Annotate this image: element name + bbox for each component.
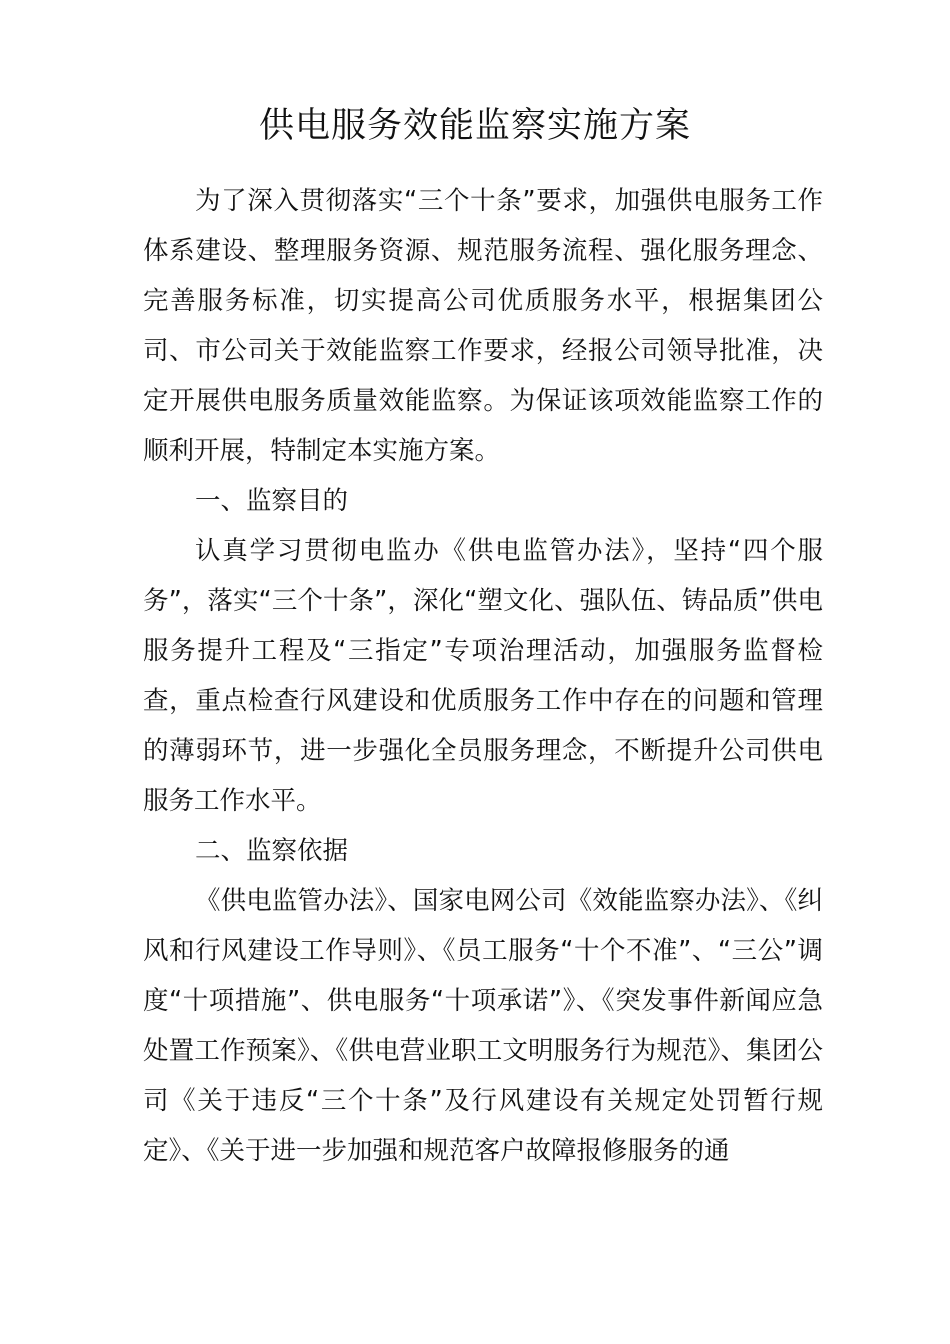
section-heading-purpose: 一、监察目的 xyxy=(195,486,349,516)
document-body xyxy=(143,176,823,1176)
paragraph-basis: 《供电监管办法》、国家电网公司《效能监察办法》、《纠风和行风建设工作导则》、《员工服务“十个不准”、“三公”调度“十项措施”、供电服务“十项承诺”》、《突发事件新闻应急处置工作预案》、《供电营业职工文明服务行为规范》、集团公司《关于违反“三个十条”及行风建设有关规定处罚暂行规定》、《关于进一步加强和规范客户故障报修服务的通 xyxy=(143,886,823,1166)
document-title: 供电服务效能监察实施方案 xyxy=(258,106,691,146)
section-heading-basis: 二、监察依据 xyxy=(195,836,349,866)
paragraph-intro: 为了深入贯彻落实“三个十条”要求，加强供电服务工作体系建设、整理服务资源、规范服务流程、强化服务理念、完善服务标准，切实提高公司优质服务水平，根据集团公司、市公司关于效能监察工作要求，经报公司领导批准，决定开展供电服务质量效能监察。为保证该项效能监察工作的顺利开展，特制定本实施方案。 xyxy=(143,186,823,466)
paragraph-purpose: 认真学习贯彻电监办《供电监管办法》，坚持“四个服务”，落实“三个十条”，深化“塑文化、强队伍、铸品质”供电服务提升工程及“三指定”专项治理活动，加强服务监督检查，重点检查行风建设和优质服务工作中存在的问题和管理的薄弱环节，进一步强化全员服务理念，不断提升公司供电服务工作水平。 xyxy=(143,536,823,816)
